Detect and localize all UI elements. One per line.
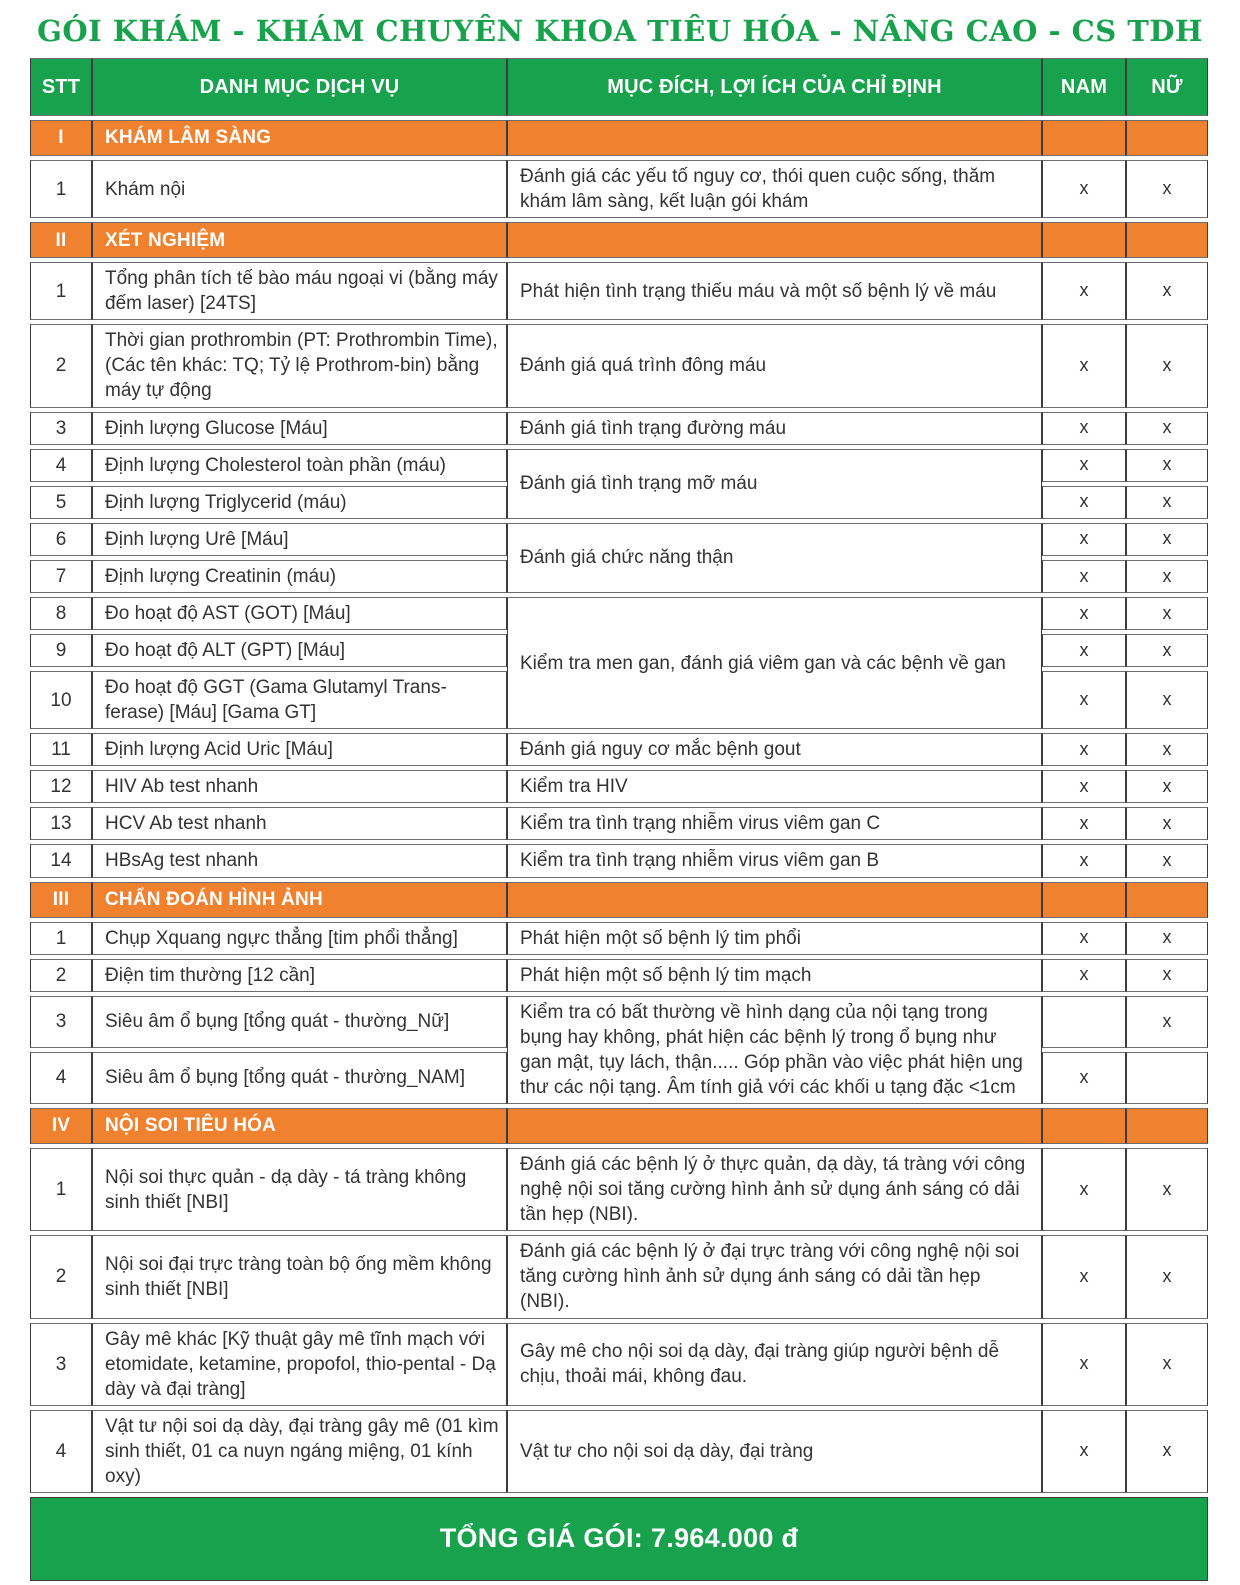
nu-check-cell: x <box>1126 996 1208 1048</box>
purpose-cell: Phát hiện một số bệnh lý tim phổi <box>507 922 1042 955</box>
section-filler-purpose <box>507 1108 1042 1144</box>
service-name-cell: Định lượng Cholesterol toàn phần (máu) <box>92 449 507 482</box>
section-numeral: IV <box>30 1108 92 1144</box>
page-title: GÓI KHÁM - KHÁM CHUYÊN KHOA TIÊU HÓA - NÂNG CAO - CS TDH <box>37 14 1203 48</box>
total-price-row <box>30 1497 1208 1581</box>
nam-check-cell: x <box>1042 844 1126 877</box>
row-stt: 13 <box>30 807 92 840</box>
section-numeral: III <box>30 882 92 918</box>
nu-check-cell: x <box>1126 733 1208 766</box>
table-row <box>30 412 1208 445</box>
section-header-row <box>30 222 1208 258</box>
nu-check-cell: x <box>1126 523 1208 556</box>
nu-check-cell: x <box>1126 262 1208 320</box>
table-header-row <box>30 58 1208 116</box>
row-stt: 7 <box>30 560 92 593</box>
table-row <box>30 844 1208 877</box>
row-stt: 12 <box>30 770 92 803</box>
nam-check-cell: x <box>1042 597 1126 630</box>
purpose-cell: Gây mê cho nội soi dạ dày, đại tràng giúp người bệnh dễ chịu, thoải mái, không đau. <box>507 1323 1042 1406</box>
col-header-nam: NAM <box>1042 58 1126 116</box>
nam-check-cell: x <box>1042 412 1126 445</box>
row-stt: 2 <box>30 959 92 992</box>
nu-check-cell: x <box>1126 959 1208 992</box>
purpose-cell: Kiểm tra có bất thường về hình dạng của nội tạng trong bụng hay không, phát hiện các bệnh lý trong ổ bụng như gan mật, tụy lách, thận..... Góp phần vào việc phát hiện ung thư các nội tạng. Âm tính giả với các khối u tạng đặc <1cm <box>507 996 1042 1104</box>
service-name-cell: Đo hoạt độ AST (GOT) [Máu] <box>92 597 507 630</box>
nu-check-cell: x <box>1126 807 1208 840</box>
section-filler-purpose <box>507 120 1042 156</box>
service-name-cell: Định lượng Acid Uric [Máu] <box>92 733 507 766</box>
nu-check-cell: x <box>1126 1148 1208 1231</box>
nu-check-cell: x <box>1126 634 1208 667</box>
section-title: CHẨN ĐOÁN HÌNH ẢNH <box>92 882 507 918</box>
row-stt: 2 <box>30 324 92 407</box>
section-filler-nu <box>1126 1108 1208 1144</box>
section-header-row <box>30 882 1208 918</box>
nu-check-cell: x <box>1126 1410 1208 1493</box>
purpose-cell: Đánh giá các bệnh lý ở thực quản, dạ dày, tá tràng với công nghệ nội soi tăng cường hình ảnh sử dụng ánh sáng có dải tần hẹp (NBI). <box>507 1148 1042 1231</box>
service-name-cell: HCV Ab test nhanh <box>92 807 507 840</box>
nu-check-cell: x <box>1126 770 1208 803</box>
nu-check-cell: x <box>1126 449 1208 482</box>
purpose-cell: Đánh giá chức năng thận <box>507 523 1042 593</box>
document-page <box>0 14 1240 1585</box>
table-row <box>30 523 1208 556</box>
table-row <box>30 449 1208 482</box>
row-stt: 9 <box>30 634 92 667</box>
nam-check-cell <box>1042 996 1126 1048</box>
section-filler-nam <box>1042 120 1126 156</box>
col-header-purpose: MỤC ĐÍCH, LỢI ÍCH CỦA CHỈ ĐỊNH <box>507 58 1042 116</box>
nu-check-cell: x <box>1126 560 1208 593</box>
nam-check-cell: x <box>1042 523 1126 556</box>
table-row <box>30 770 1208 803</box>
row-stt: 3 <box>30 412 92 445</box>
table-row <box>30 1323 1208 1406</box>
service-name-cell: Gây mê khác [Kỹ thuật gây mê tĩnh mạch với etomidate, ketamine, propofol, thio-pental - Dạ dày và đại tràng] <box>92 1323 507 1406</box>
nu-check-cell <box>1126 1052 1208 1104</box>
section-filler-nam <box>1042 222 1126 258</box>
nam-check-cell: x <box>1042 807 1126 840</box>
nam-check-cell: x <box>1042 922 1126 955</box>
row-stt: 14 <box>30 844 92 877</box>
purpose-cell: Đánh giá tình trạng mỡ máu <box>507 449 1042 519</box>
nam-check-cell: x <box>1042 959 1126 992</box>
purpose-cell: Vật tư cho nội soi dạ dày, đại tràng <box>507 1410 1042 1493</box>
nu-check-cell: x <box>1126 1235 1208 1318</box>
nu-check-cell: x <box>1126 412 1208 445</box>
nam-check-cell: x <box>1042 560 1126 593</box>
purpose-cell: Phát hiện tình trạng thiếu máu và một số bệnh lý về máu <box>507 262 1042 320</box>
nam-check-cell: x <box>1042 486 1126 519</box>
service-name-cell: Định lượng Urê [Máu] <box>92 523 507 556</box>
row-stt: 4 <box>30 1052 92 1104</box>
nam-check-cell: x <box>1042 770 1126 803</box>
section-title: KHÁM LÂM SÀNG <box>92 120 507 156</box>
row-stt: 5 <box>30 486 92 519</box>
section-header-row <box>30 120 1208 156</box>
nam-check-cell: x <box>1042 1052 1126 1104</box>
purpose-cell: Kiểm tra tình trạng nhiễm virus viêm gan C <box>507 807 1042 840</box>
table-row <box>30 1148 1208 1231</box>
row-stt: 6 <box>30 523 92 556</box>
table-row <box>30 1410 1208 1493</box>
nam-check-cell: x <box>1042 449 1126 482</box>
purpose-cell: Đánh giá quá trình đông máu <box>507 324 1042 407</box>
service-name-cell: Định lượng Creatinin (máu) <box>92 560 507 593</box>
nam-check-cell: x <box>1042 160 1126 218</box>
section-filler-nu <box>1126 222 1208 258</box>
section-title: NỘI SOI TIÊU HÓA <box>92 1108 507 1144</box>
service-name-cell: Đo hoạt độ ALT (GPT) [Máu] <box>92 634 507 667</box>
purpose-cell: Kiểm tra men gan, đánh giá viêm gan và các bệnh về gan <box>507 597 1042 729</box>
row-stt: 1 <box>30 1148 92 1231</box>
purpose-cell: Kiểm tra tình trạng nhiễm virus viêm gan B <box>507 844 1042 877</box>
table-row <box>30 324 1208 407</box>
table-row <box>30 160 1208 218</box>
nam-check-cell: x <box>1042 671 1126 729</box>
row-stt: 4 <box>30 1410 92 1493</box>
table-row <box>30 262 1208 320</box>
nam-check-cell: x <box>1042 1410 1126 1493</box>
purpose-cell: Phát hiện một số bệnh lý tim mạch <box>507 959 1042 992</box>
row-stt: 3 <box>30 996 92 1048</box>
service-name-cell: Vật tư nội soi dạ dày, đại tràng gây mê (01 kìm sinh thiết, 01 ca nuyn ngáng miệng, 01 kính oxy) <box>92 1410 507 1493</box>
nam-check-cell: x <box>1042 1235 1126 1318</box>
section-numeral: I <box>30 120 92 156</box>
nu-check-cell: x <box>1126 597 1208 630</box>
row-stt: 11 <box>30 733 92 766</box>
service-name-cell: HBsAg test nhanh <box>92 844 507 877</box>
nam-check-cell: x <box>1042 733 1126 766</box>
purpose-cell: Đánh giá nguy cơ mắc bệnh gout <box>507 733 1042 766</box>
table-row <box>30 996 1208 1048</box>
section-numeral: II <box>30 222 92 258</box>
section-filler-nu <box>1126 882 1208 918</box>
row-stt: 4 <box>30 449 92 482</box>
col-header-stt: STT <box>30 58 92 116</box>
service-name-cell: Thời gian prothrombin (PT: Prothrombin Time), (Các tên khác: TQ; Tỷ lệ Prothrom-bin) bằng máy tự động <box>92 324 507 407</box>
service-name-cell: Siêu âm ổ bụng [tổng quát - thường_Nữ] <box>92 996 507 1048</box>
nam-check-cell: x <box>1042 634 1126 667</box>
total-price-label: TỔNG GIÁ GÓI: 7.964.000 đ <box>30 1497 1208 1581</box>
nam-check-cell: x <box>1042 1148 1126 1231</box>
nu-check-cell: x <box>1126 160 1208 218</box>
section-filler-nam <box>1042 882 1126 918</box>
table-row <box>30 597 1208 630</box>
service-name-cell: Siêu âm ổ bụng [tổng quát - thường_NAM] <box>92 1052 507 1104</box>
section-filler-nu <box>1126 120 1208 156</box>
services-table <box>30 54 1208 1585</box>
row-stt: 2 <box>30 1235 92 1318</box>
nu-check-cell: x <box>1126 1323 1208 1406</box>
section-filler-purpose <box>507 882 1042 918</box>
row-stt: 1 <box>30 922 92 955</box>
table-row <box>30 807 1208 840</box>
nu-check-cell: x <box>1126 671 1208 729</box>
section-filler-purpose <box>507 222 1042 258</box>
nu-check-cell: x <box>1126 324 1208 407</box>
table-row <box>30 1235 1208 1318</box>
service-name-cell: Đo hoạt độ GGT (Gama Glutamyl Trans-ferase) [Máu] [Gama GT] <box>92 671 507 729</box>
row-stt: 1 <box>30 160 92 218</box>
row-stt: 8 <box>30 597 92 630</box>
nu-check-cell: x <box>1126 486 1208 519</box>
service-name-cell: Khám nội <box>92 160 507 218</box>
col-header-nu: NỮ <box>1126 58 1208 116</box>
table-row <box>30 733 1208 766</box>
col-header-service: DANH MỤC DỊCH VỤ <box>92 58 507 116</box>
row-stt: 1 <box>30 262 92 320</box>
service-name-cell: Nội soi thực quản - dạ dày - tá tràng không sinh thiết [NBI] <box>92 1148 507 1231</box>
service-name-cell: Chụp Xquang ngực thẳng [tim phổi thẳng] <box>92 922 507 955</box>
section-header-row <box>30 1108 1208 1144</box>
purpose-cell: Đánh giá các yếu tố nguy cơ, thói quen cuộc sống, thăm khám lâm sàng, kết luận gói khám <box>507 160 1042 218</box>
purpose-cell: Kiểm tra HIV <box>507 770 1042 803</box>
section-title: XÉT NGHIỆM <box>92 222 507 258</box>
row-stt: 3 <box>30 1323 92 1406</box>
nam-check-cell: x <box>1042 262 1126 320</box>
service-name-cell: Nội soi đại trực tràng toàn bộ ống mềm không sinh thiết [NBI] <box>92 1235 507 1318</box>
service-name-cell: HIV Ab test nhanh <box>92 770 507 803</box>
service-name-cell: Điện tim thường [12 cần] <box>92 959 507 992</box>
service-name-cell: Định lượng Triglycerid (máu) <box>92 486 507 519</box>
section-filler-nam <box>1042 1108 1126 1144</box>
nu-check-cell: x <box>1126 844 1208 877</box>
service-name-cell: Định lượng Glucose [Máu] <box>92 412 507 445</box>
row-stt: 10 <box>30 671 92 729</box>
table-row <box>30 922 1208 955</box>
nam-check-cell: x <box>1042 1323 1126 1406</box>
purpose-cell: Đánh giá các bệnh lý ở đại trực tràng với công nghệ nội soi tăng cường hình ảnh sử dụng ánh sáng có dải tần hẹp (NBI). <box>507 1235 1042 1318</box>
nam-check-cell: x <box>1042 324 1126 407</box>
nu-check-cell: x <box>1126 922 1208 955</box>
table-row <box>30 959 1208 992</box>
purpose-cell: Đánh giá tình trạng đường máu <box>507 412 1042 445</box>
service-name-cell: Tổng phân tích tế bào máu ngoại vi (bằng máy đếm laser) [24TS] <box>92 262 507 320</box>
